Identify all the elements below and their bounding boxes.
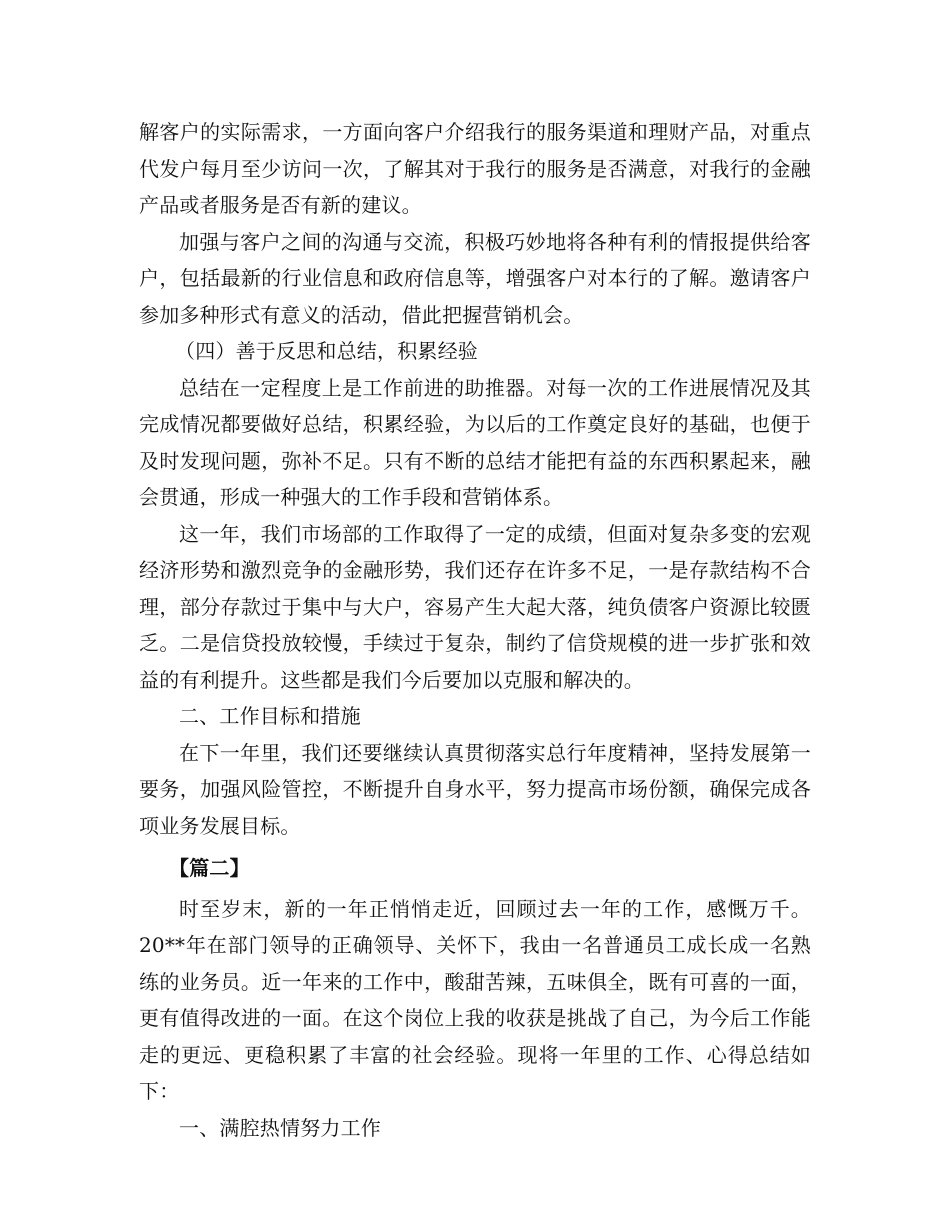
paragraph-shortcomings: 这一年，我们市场部的工作取得了一定的成绩，但面对复杂多变的宏观经济形势和激烈竞争的金融形势，我们还存在许多不足，一是存款结构不合理，部分存款过于集中与大户，容易产生大起大落，纯负债客户资源比较匮乏。二是信贷投放较慢，手续过于复杂，制约了信贷规模的进一步扩张和效益的有利提升。这些都是我们今后要加以克服和解决的。 <box>139 521 811 692</box>
section-heading-reflect: （四）善于反思和总结，积累经验 <box>175 339 478 363</box>
section-heading-goals: 二、工作目标和措施 <box>179 704 361 728</box>
paragraph-summary: 总结在一定程度上是工作前进的助推器。对每一次的工作进展情况及其完成情况都要做好总结，积累经验，为以后的工作奠定良好的基础，也便于及时发现问题，弥补不足。只有不断的总结才能把有益的东西积累起来，融会贯通，形成一种强大的工作手段和营销体系。 <box>139 375 811 509</box>
paragraph-next-year: 在下一年里，我们还要继续认真贯彻落实总行年度精神，坚持发展第一要务，加强风险管控，不断提升自身水平，努力提高市场份额，确保完成各项业务发展目标。 <box>139 740 811 838</box>
section-heading-enthusiasm: 一、满腔热情努力工作 <box>179 1115 381 1140</box>
part-two-heading: 【篇二】 <box>169 856 250 880</box>
paragraph-communication: 加强与客户之间的沟通与交流，积极巧妙地将各种有利的情报提供给客户，包括最新的行业信息和政府信息等，增强客户对本行的了解。邀请客户参加多种形式有意义的活动，借此把握营销机会。 <box>139 229 811 327</box>
document-body <box>139 114 811 1146</box>
paragraph-year-review: 时至岁末，新的一年正悄悄走近，回顾过去一年的工作，感慨万千。20**年在部门领导的正确领导、关怀下，我由一名普通员工成长成一名熟练的业务员。近一年来的工作中，酸甜苦辣，五味俱全，既有可喜的一面，更有值得改进的一面。在这个岗位上我的收获是挑战了自己，为今后工作能走的更远、更稳积累了丰富的社会经验。现将一年里的工作、心得总结如下： <box>139 896 811 1103</box>
paragraph-customer-needs: 解客户的实际需求，一方面向客户介绍我行的服务渠道和理财产品，对重点代发户每月至少访问一次，了解其对于我行的服务是否满意，对我行的金融产品或者服务是否有新的建议。 <box>139 120 811 217</box>
